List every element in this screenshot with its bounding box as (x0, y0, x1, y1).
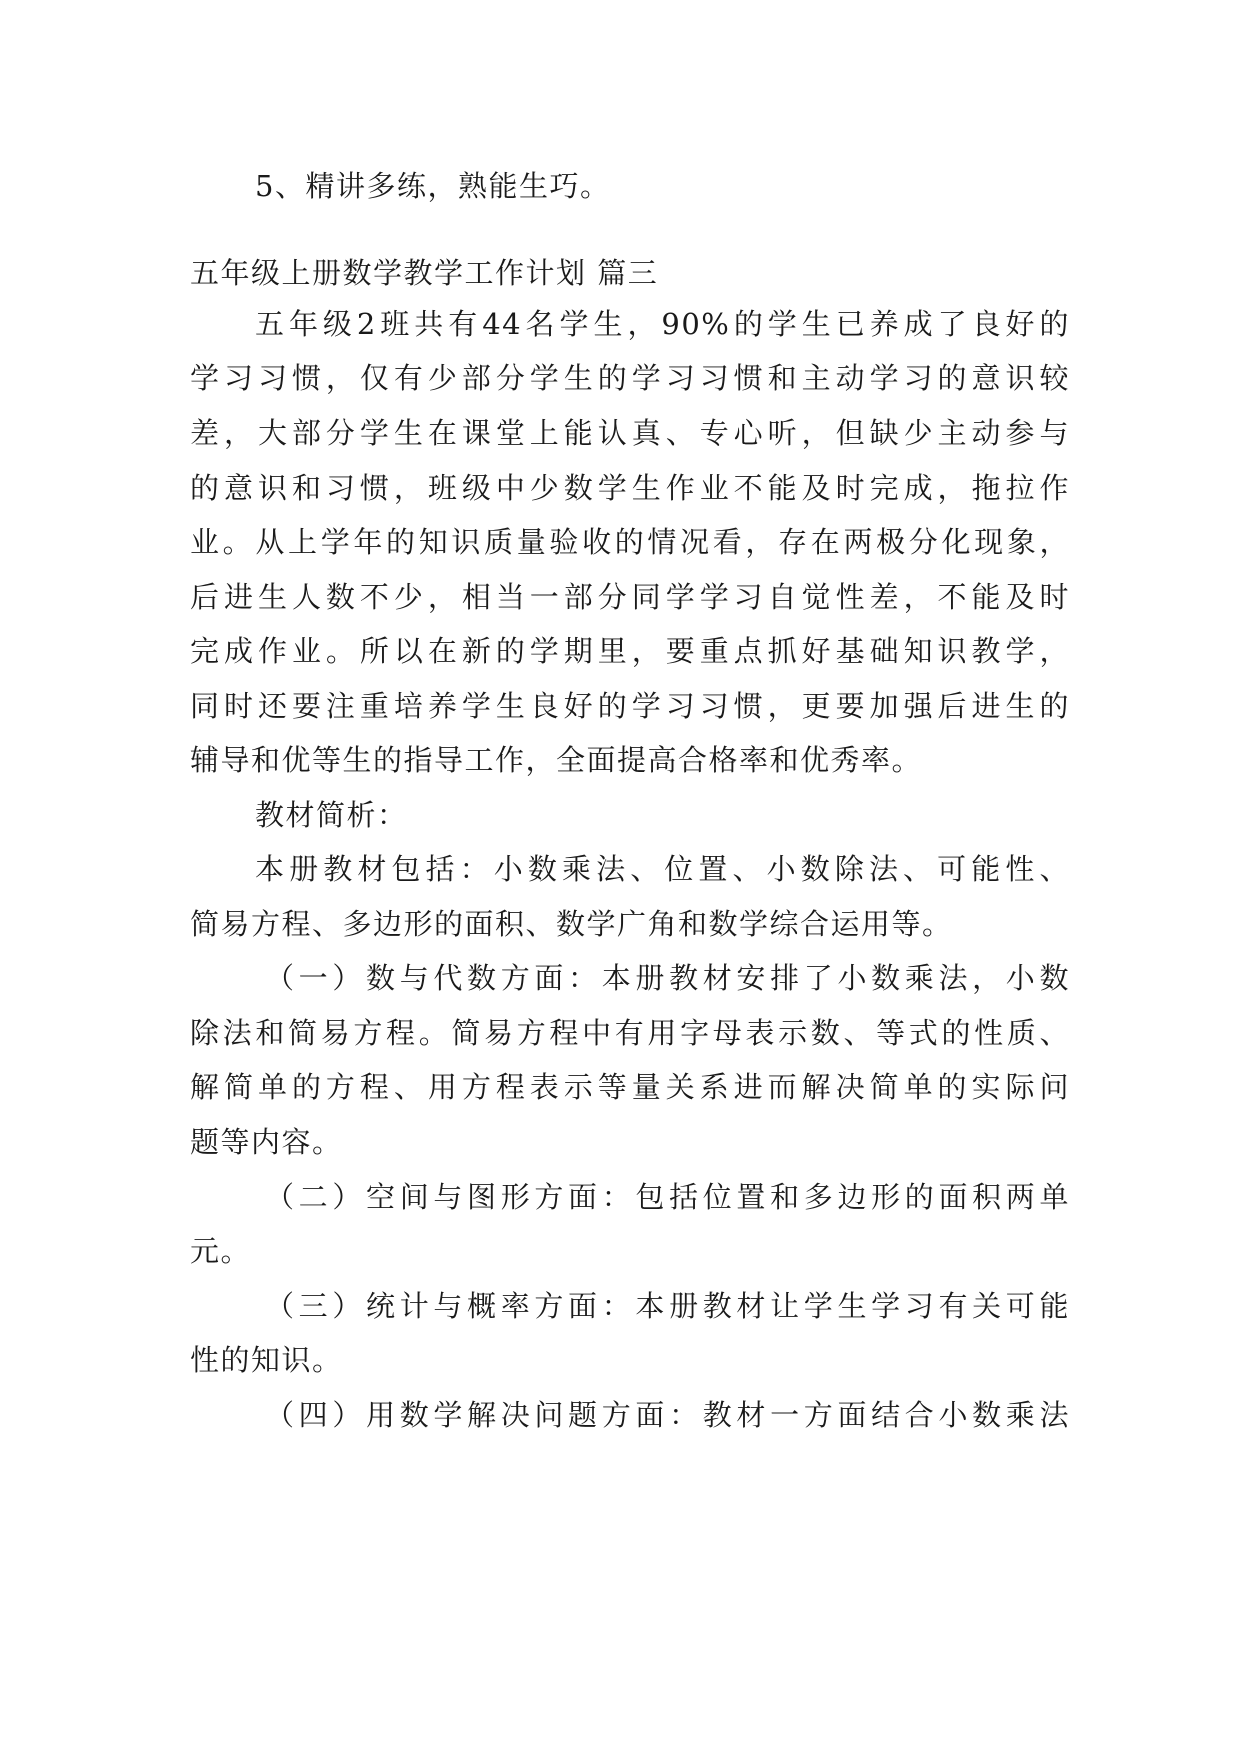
paragraph-line: （二）空间与图形方面：包括位置和多边形的面积两单 (265, 1180, 1070, 1214)
paragraph-line: 学习习惯，仅有少部分学生的学习习惯和主动学习的意识较 (190, 361, 1070, 395)
paragraph-line: （三）统计与概率方面：本册教材让学生学习有关可能 (265, 1289, 1070, 1323)
paragraph-line: 完成作业。所以在新的学期里，要重点抓好基础知识教学， (190, 634, 1070, 668)
paragraph-line: 简易方程、多边形的面积、数学广角和数学综合运用等。 (190, 907, 953, 941)
list-item-5: 5、精讲多练，熟能生巧。 (255, 169, 611, 203)
paragraph-line: （一）数与代数方面：本册教材安排了小数乘法，小数 (265, 961, 1070, 995)
section-title: 五年级上册数学教学工作计划 篇三 (190, 256, 659, 290)
paragraph-line: 性的知识。 (190, 1343, 343, 1377)
paragraph-line: 元。 (190, 1234, 252, 1268)
paragraph-line: 辅导和优等生的指导工作，全面提高合格率和优秀率。 (190, 743, 923, 777)
paragraph-line: 后进生人数不少，相当一部分同学学习自觉性差，不能及时 (190, 580, 1070, 614)
subheading: 教材简析： (255, 798, 408, 832)
paragraph-line: 五年级2班共有44名学生，90%的学生已养成了良好的 (255, 307, 1070, 341)
paragraph-line: 同时还要注重培养学生良好的学习习惯，更要加强后进生的 (190, 689, 1070, 723)
paragraph-line: 差，大部分学生在课堂上能认真、专心听，但缺少主动参与 (190, 416, 1070, 450)
paragraph-line: 业。从上学年的知识质量验收的情况看，存在两极分化现象， (190, 525, 1070, 559)
paragraph-line: （四）用数学解决问题方面：教材一方面结合小数乘法 (265, 1398, 1070, 1432)
paragraph-line: 解简单的方程、用方程表示等量关系进而解决简单的实际问 (190, 1070, 1070, 1104)
paragraph-line: 本册教材包括：小数乘法、位置、小数除法、可能性、 (255, 852, 1070, 886)
paragraph-line: 的意识和习惯，班级中少数学生作业不能及时完成，拖拉作 (190, 471, 1070, 505)
paragraph-line: 题等内容。 (190, 1125, 343, 1159)
paragraph-line: 除法和简易方程。简易方程中有用字母表示数、等式的性质、 (190, 1016, 1070, 1050)
